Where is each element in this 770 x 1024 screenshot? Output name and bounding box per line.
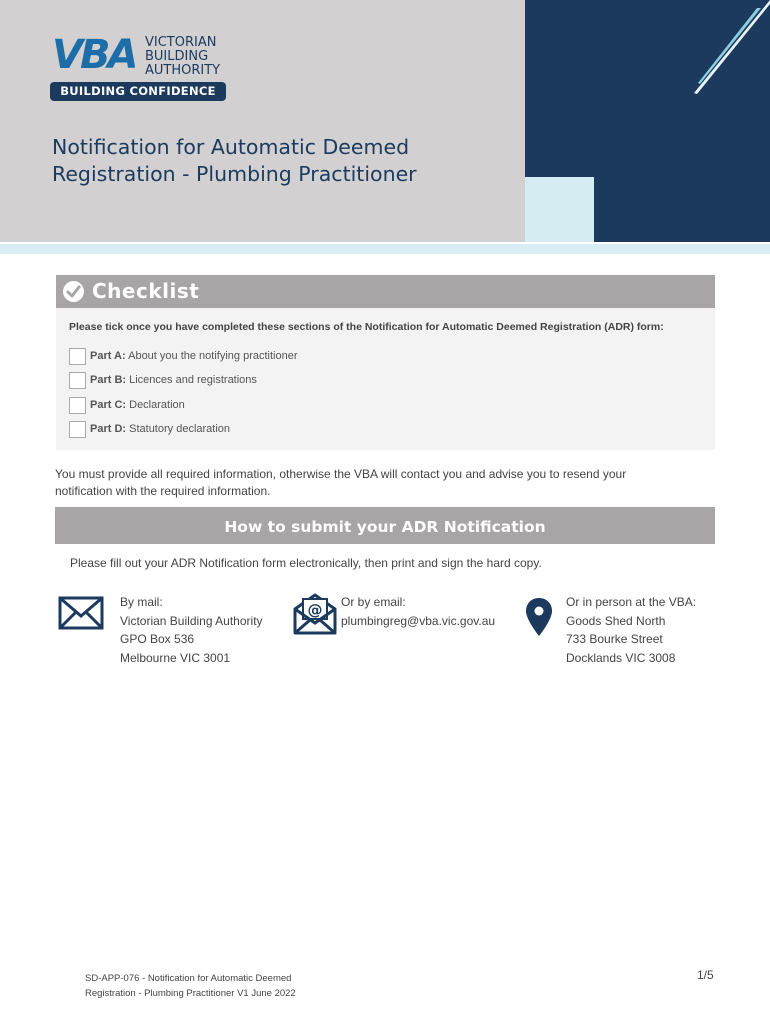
checklist-item-label xyxy=(90,423,230,435)
mail-line: GPO Box 536 xyxy=(120,632,195,646)
part-description: Declaration xyxy=(129,399,185,411)
envelope-icon xyxy=(58,596,104,635)
logo-line-3: AUTHORITY xyxy=(145,63,221,78)
email-heading: Or by email: xyxy=(341,595,406,609)
checkmark-circle-icon xyxy=(63,281,84,302)
part-label: Part B: xyxy=(90,374,127,386)
in-person-heading: Or in person at the VBA: xyxy=(566,595,697,609)
document-title xyxy=(52,134,512,188)
email-at-icon xyxy=(293,593,337,640)
title-line-1: Notification for Automatic Deemed xyxy=(52,135,410,159)
in-person-contact xyxy=(566,593,696,667)
notice-line-2: notification with the required information. xyxy=(55,484,271,498)
address-line: Docklands VIC 3008 xyxy=(566,650,676,665)
part-label: Part D: xyxy=(90,423,127,435)
part-description: Licences and registrations xyxy=(129,374,257,386)
vba-logo xyxy=(50,30,230,102)
logo-line-2: BUILDING xyxy=(145,49,209,64)
how-to-submit-title: How to submit your ADR Notification xyxy=(224,518,546,536)
footer-line-1: SD-APP-076 - Notification for Automatic Deemed xyxy=(85,973,292,984)
part-label: Part A: xyxy=(90,350,126,362)
header-divider xyxy=(0,242,770,254)
checklist-item-label xyxy=(90,350,298,362)
checklist-item-label xyxy=(90,374,257,386)
footer-document-id xyxy=(85,971,296,1001)
title-line-2: Registration - Plumbing Practitioner xyxy=(52,162,417,186)
logo-wordmark xyxy=(145,36,220,78)
checkbox[interactable] xyxy=(69,421,86,438)
part-label: Part C: xyxy=(90,399,127,411)
mail-line: Victorian Building Authority xyxy=(120,613,263,628)
header-accent-box xyxy=(525,177,594,242)
location-pin-icon xyxy=(525,597,553,642)
page-number: 1/5 xyxy=(697,968,714,982)
required-info-notice xyxy=(55,466,715,500)
checkbox[interactable] xyxy=(69,348,86,365)
notice-line-1: You must provide all required information, otherwise the VBA will contact you and advise you to resend your xyxy=(55,467,627,481)
checklist-instruction: Please tick once you have completed these sections of the Notification for Automatic Deemed Registration (ADR) form: xyxy=(69,321,664,333)
mail-line: Melbourne VIC 3001 xyxy=(120,650,231,665)
mail-contact xyxy=(120,593,263,667)
logo-badge: BUILDING CONFIDENCE xyxy=(50,82,226,101)
address-line: 733 Bourke Street xyxy=(566,632,663,646)
email-address-link[interactable]: plumbingreg@vba.vic.gov.au xyxy=(341,613,496,628)
mail-heading: By mail: xyxy=(120,595,163,609)
checkbox[interactable] xyxy=(69,397,86,414)
logo-line-1: VICTORIAN xyxy=(145,35,217,50)
submit-instruction: Please fill out your ADR Notification form electronically, then print and sign the hard copy. xyxy=(70,556,542,570)
svg-text:@: @ xyxy=(307,601,323,619)
checklist-item-label xyxy=(90,399,185,411)
checklist-title: Checklist xyxy=(92,279,200,303)
logo-mark: VBA xyxy=(52,32,136,78)
part-description: Statutory declaration xyxy=(129,423,231,435)
address-line: Goods Shed North xyxy=(566,613,666,628)
checkbox[interactable] xyxy=(69,372,86,389)
part-description: About you the notifying practitioner xyxy=(128,350,298,362)
email-contact xyxy=(341,593,495,630)
footer-line-2: Registration - Plumbing Practitioner V1 June 2022 xyxy=(85,988,296,999)
